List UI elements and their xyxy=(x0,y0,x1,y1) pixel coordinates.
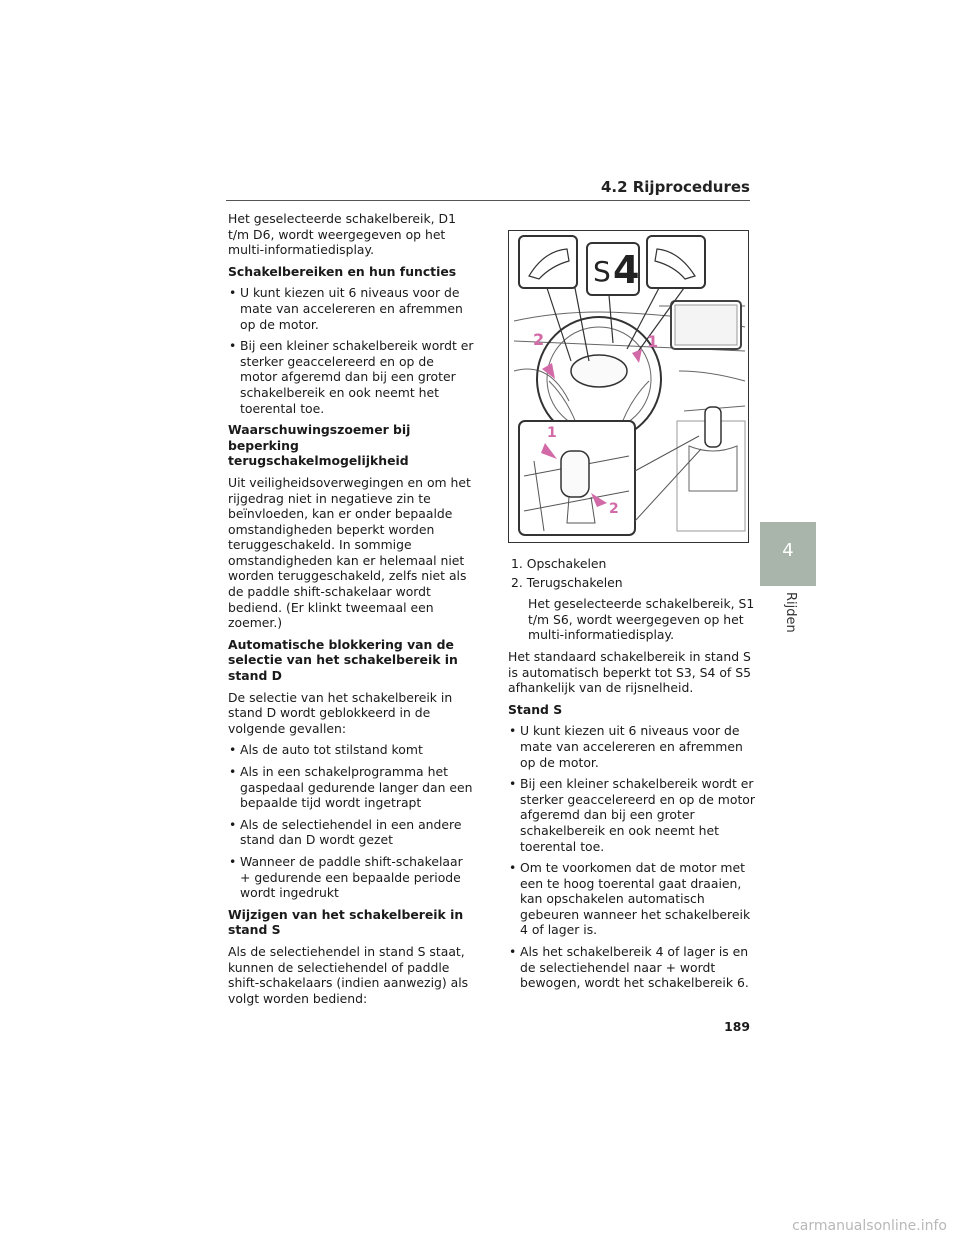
intro-paragraph: Het geselecteerde schakelbereik, D1 t/m D6, wordt weergegeven op het multi-informatiedisplay. xyxy=(228,211,456,258)
chapter-tab xyxy=(760,522,816,633)
section-title: 4.2 Rijprocedures xyxy=(600,178,750,196)
list-item: 1. Opschakelen xyxy=(511,556,607,571)
right-column xyxy=(508,556,756,997)
standard-range-paragraph: Het standaard schakelbereik in stand S is automatisch beperkt tot S3, S4 of S5 afhankelijk van de rijsnelheid. xyxy=(508,648,751,696)
list-item: • Wanneer de paddle shift-schakelaar + gedurende een bepaalde periode wordt ingedrukt xyxy=(228,854,474,901)
illustration-svg xyxy=(509,231,748,542)
left-column xyxy=(228,211,474,1012)
callout-1-top: 1 xyxy=(647,332,659,351)
chapter-number: 4 xyxy=(782,540,794,561)
watermark: carmanualsonline.info xyxy=(792,1218,947,1234)
list-item: • Als de selectiehendel in een andere stand dan D wordt gezet xyxy=(228,817,474,848)
heading-s-mode: Stand S xyxy=(508,701,563,717)
list-item: • Bij een kleiner schakelbereik wordt er sterker geaccelereerd en op de motor afgeremd dan bij een groter schakelbereik en ook neemt het toerental toe. xyxy=(508,776,756,854)
callout-2-bottom: 2 xyxy=(609,501,619,517)
list-item: • Bij een kleiner schakelbereik wordt er sterker geaccelereerd en op de motor afgeremd dan bij een groter schakelbereik en ook neemt het toerental toe. xyxy=(228,338,474,416)
heading-shift-ranges: Schakelbereiken en hun functies xyxy=(228,263,457,279)
change-s-mode-paragraph: Als de selectiehendel in stand S staat, kunnen de selectiehendel of paddle shift-schakelaars (indien aanwezig) als volgt worden bediend: xyxy=(228,943,469,1006)
heading-auto-cancel: Automatische blokkering van de selectie van het schakelbereik in stand D xyxy=(228,636,458,684)
list-item: • U kunt kiezen uit 6 niveaus voor de mate van accelereren en afremmen op de motor. xyxy=(508,723,756,770)
minus-paddle-highlight xyxy=(542,363,555,379)
auto-cancel-list xyxy=(228,742,474,900)
chapter-label: Rijden xyxy=(783,592,798,633)
callout-2-top: 2 xyxy=(533,330,545,349)
heading-warning-buzzer: Waarschuwingszoemer bij beperking terugschakelmogelijkheid xyxy=(228,422,411,469)
list-item: • U kunt kiezen uit 6 niveaus voor de mate van accelereren en afremmen op de motor. xyxy=(228,285,474,332)
step-note: Het geselecteerde schakelbereik, S1 t/m S6, wordt weergegeven op het multi-informatiedisplay. xyxy=(528,596,755,643)
heading-change-s-mode: Wijzigen van het schakelbereik in stand S xyxy=(228,906,464,938)
warning-buzzer-paragraph: Uit veiligheidsoverwegingen en om het rijgedrag niet in negatieve zin te beïnvloeden, kan er onder bepaalde omstandigheden beperkt worden teruggeschakeld. In sommige omstandigheden kan er helemaal niet worden teruggeschakeld, zelfs niet als de paddle shift-schakelaar wordt bediend. (Er klinkt tweemaal een zoemer.) xyxy=(228,474,471,631)
list-item: • Als in een schakelprogramma het gaspedaal gedurende langer dan een bepaalde tijd wordt ingetrapt xyxy=(228,764,474,811)
list-item: • Als de auto tot stilstand komt xyxy=(228,742,474,758)
display-range-number: 4 xyxy=(613,248,640,292)
callout-1-bottom: 1 xyxy=(547,425,557,441)
plus-paddle-highlight xyxy=(632,349,642,363)
list-item: 2. Terugschakelen xyxy=(511,574,623,590)
page-header xyxy=(226,176,750,201)
list-item: • Om te voorkomen dat de motor met een te hoog toerental gaat draaien, kan opschakelen automatisch gebeuren wanneer het schakelbereik 4 of lager is. xyxy=(508,860,756,938)
shift-range-list xyxy=(228,285,474,416)
s-mode-list xyxy=(508,723,756,991)
display-s-letter: S xyxy=(593,255,611,288)
illustration-paddle-shift xyxy=(508,230,749,543)
auto-cancel-paragraph: De selectie van het schakelbereik in stand D wordt geblokkeerd in de volgende gevallen: xyxy=(228,689,453,736)
step-list xyxy=(508,556,756,590)
page-number: 189 xyxy=(724,1019,750,1034)
list-item: • Als het schakelbereik 4 of lager is en de selectiehendel naar + wordt bewogen, wordt het schakelbereik 6. xyxy=(508,944,756,991)
